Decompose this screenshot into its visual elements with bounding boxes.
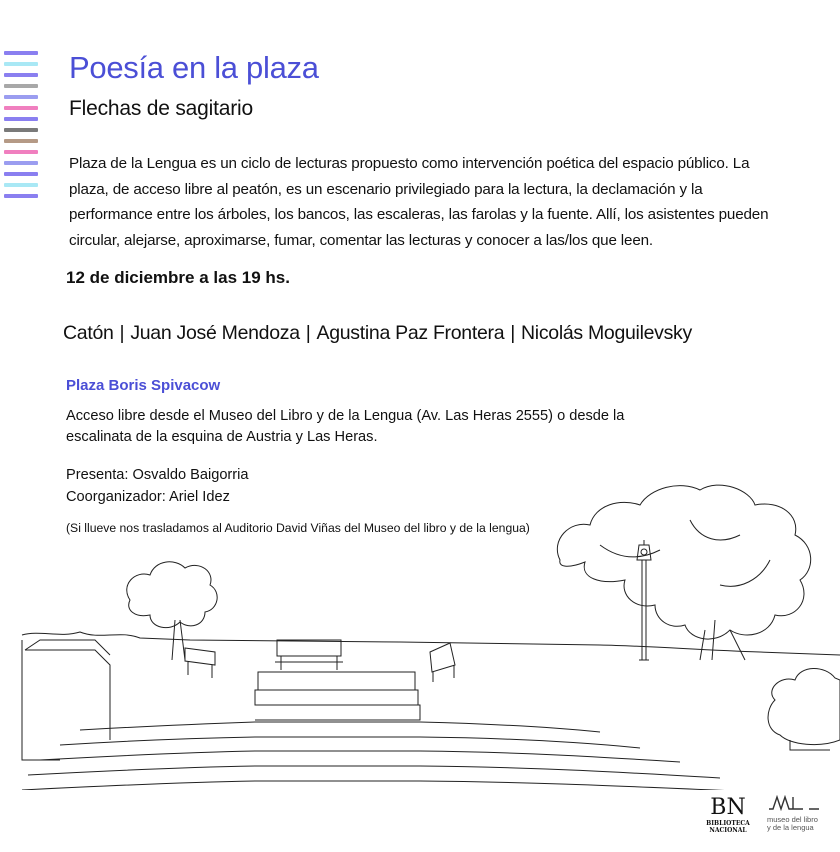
- page-title: Poesía en la plaza: [69, 50, 319, 85]
- presenter: Presenta: Osvaldo Baigorria: [66, 467, 249, 483]
- bench-left: [185, 648, 215, 678]
- color-stripe: [4, 183, 38, 187]
- poets-list: [63, 322, 692, 345]
- museo-logo: [767, 795, 827, 832]
- poet-name: Nicolás Moguilevsky: [521, 322, 692, 344]
- color-stripe: [4, 117, 38, 121]
- color-stripe: [4, 139, 38, 143]
- color-stripe: [4, 128, 38, 132]
- venue-access: Acceso libre desde el Museo del Libro y de la Lengua (Av. Las Heras 2555) o desde la escalinata de la esquina de Austria y Las Heras.: [66, 408, 625, 445]
- color-stripe: [4, 172, 38, 176]
- museo-logo-mark: [767, 795, 823, 811]
- page-subtitle: Flechas de sagitario: [69, 97, 253, 120]
- rain-note: (Si llueve nos trasladamos al Auditorio David Viñas del Museo del libro y de la lengua): [66, 521, 530, 535]
- museo-logo-line1: museo del libro: [767, 815, 818, 824]
- biblioteca-logo-mark: BN: [710, 795, 746, 820]
- lamp-post: [637, 540, 651, 660]
- color-stripe: [4, 194, 38, 198]
- biblioteca-logo-line2: NACIONAL: [709, 827, 747, 834]
- color-stripe: [4, 95, 38, 99]
- description-paragraph: Plaza de la Lengua es un ciclo de lecturas propuesto como intervención poética del espacio público. La plaza, de acceso libre al peatón, es un escenario privilegiado para la lectura, la declamación y la performance entre los árboles, los bancos, las escaleras, las farolas y la fuente. Allí, los asistentes pueden circular, alejarse, aproximarse, fumar, comentar las lecturas y conocer a las/los que leen.: [69, 155, 769, 249]
- color-stripe: [4, 73, 38, 77]
- poet-separator: |: [510, 322, 516, 344]
- tree-left: [127, 562, 217, 628]
- venue-name: Plaza Boris Spivacow: [66, 377, 221, 394]
- steps: [22, 672, 760, 790]
- plaza-illustration: [0, 480, 840, 790]
- bench-center: [275, 640, 343, 670]
- color-stripe: [4, 84, 38, 88]
- poet-name: Juan José Mendoza: [130, 322, 300, 344]
- color-stripe: [4, 150, 38, 154]
- event-date: 12 de diciembre a las 19 hs.: [66, 268, 290, 287]
- color-stripe: [4, 62, 38, 66]
- biblioteca-nacional-logo: [705, 796, 751, 834]
- color-stripe: [4, 161, 38, 165]
- museo-logo-line2: y de la lengua: [767, 823, 814, 832]
- tree-right: [557, 485, 810, 639]
- bench-right: [430, 643, 455, 682]
- color-stripe: [4, 106, 38, 110]
- color-stripe: [4, 51, 38, 55]
- poet-separator: |: [119, 322, 125, 344]
- poet-name: Catón: [63, 322, 114, 344]
- color-stripes: [4, 51, 38, 205]
- bush-right: [768, 668, 840, 744]
- poet-separator: |: [305, 322, 311, 344]
- poet-name: Agustina Paz Frontera: [316, 322, 505, 344]
- biblioteca-logo-line1: BIBLIOTECA: [706, 820, 750, 827]
- coorganizer: Coorganizador: Ariel Idez: [66, 489, 230, 505]
